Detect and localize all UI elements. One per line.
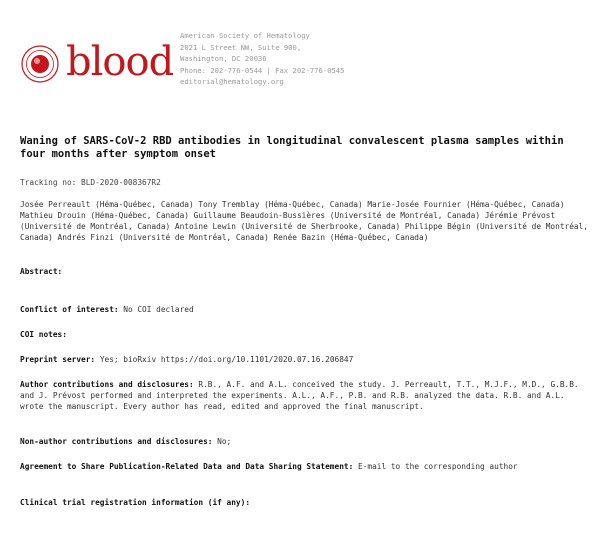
blood-logo-wordmark: blood: [66, 39, 174, 85]
abstract-field: [20, 266, 592, 277]
field-label: Abstract:: [20, 267, 63, 276]
field-label: Conflict of interest:: [20, 305, 119, 314]
field-value: No;: [217, 437, 232, 446]
conflict-of-interest-field: [20, 304, 592, 315]
journal-header: [18, 30, 598, 100]
data-sharing-field: [20, 461, 592, 472]
tracking-number: Tracking no: BLD-2020-008367R2: [20, 178, 161, 187]
field-label: Author contributions and disclosures:: [20, 380, 194, 389]
clinical-trial-field: [20, 497, 592, 508]
field-label: Clinical trial registration information (if any):: [20, 498, 251, 507]
field-value: Yes; bioRxiv https://doi.org/10.1101/2020.07.16.206847: [99, 355, 354, 364]
field-label: Preprint server:: [20, 355, 96, 364]
field-value: No COI declared: [123, 305, 194, 314]
contact-line: editorial@hematology.org: [180, 77, 284, 87]
ash-seal-icon: [20, 44, 60, 84]
contact-line: Washington, DC 20036: [180, 54, 267, 64]
field-label: Agreement to Share Publication-Related Data and Data Sharing Statement:: [20, 462, 354, 471]
author-contributions-field: [20, 379, 592, 412]
contact-line: 2021 L Street NW, Suite 900,: [180, 42, 302, 52]
non-author-contributions-field: [20, 436, 592, 447]
coi-notes-field: [20, 329, 592, 340]
preprint-server-field: [20, 354, 592, 365]
field-value: R.B., A.F. and A.L. conceived the study. J. Perreault, T.T., M.J.F., M.D., G.B.B. and J. Prévost performed and interpreted the experiments. A.L., A.F., P.B. and R.B. analyzed the data. R.B. and A.L. wrote the manuscript. Every author has read, edited and approved the final manuscript.: [20, 380, 579, 412]
contact-line: Phone: 202-776-0544 | Fax 202-776-0545: [180, 65, 345, 75]
article-title: Waning of SARS-CoV-2 RBD antibodies in longitudinal convalescent plasma samples within four months after symptom onset: [20, 135, 564, 160]
contact-line: American Society of Hematology: [180, 31, 310, 40]
field-label: COI notes:: [20, 330, 67, 339]
field-label: Non-author contributions and disclosures:: [20, 437, 213, 446]
publisher-contact: [180, 30, 344, 88]
author-list: Josée Perreault (Héma-Québec, Canada) Tony Tremblay (Héma-Québec, Canada) Marie-Josée Fournier (Héma-Québec, Canada) Mathieu Drouin (Héma-Québec, Canada) Guillaume Beaudoin-Bussières (Université de Montréal, Canada) Jérémie Prévost (Université de Montréal, Canada) Antoine Lewin (Université de Sherbrooke, Canada) Philippe Bégin (Université de Montréal, Canada) Andrés Finzi (Université de Montréal, Canada) Renée Bazin (Héma-Québec, Canada): [20, 200, 588, 243]
field-value: E-mail to the corresponding author: [358, 462, 518, 471]
blood-journal-logo: [18, 39, 174, 90]
